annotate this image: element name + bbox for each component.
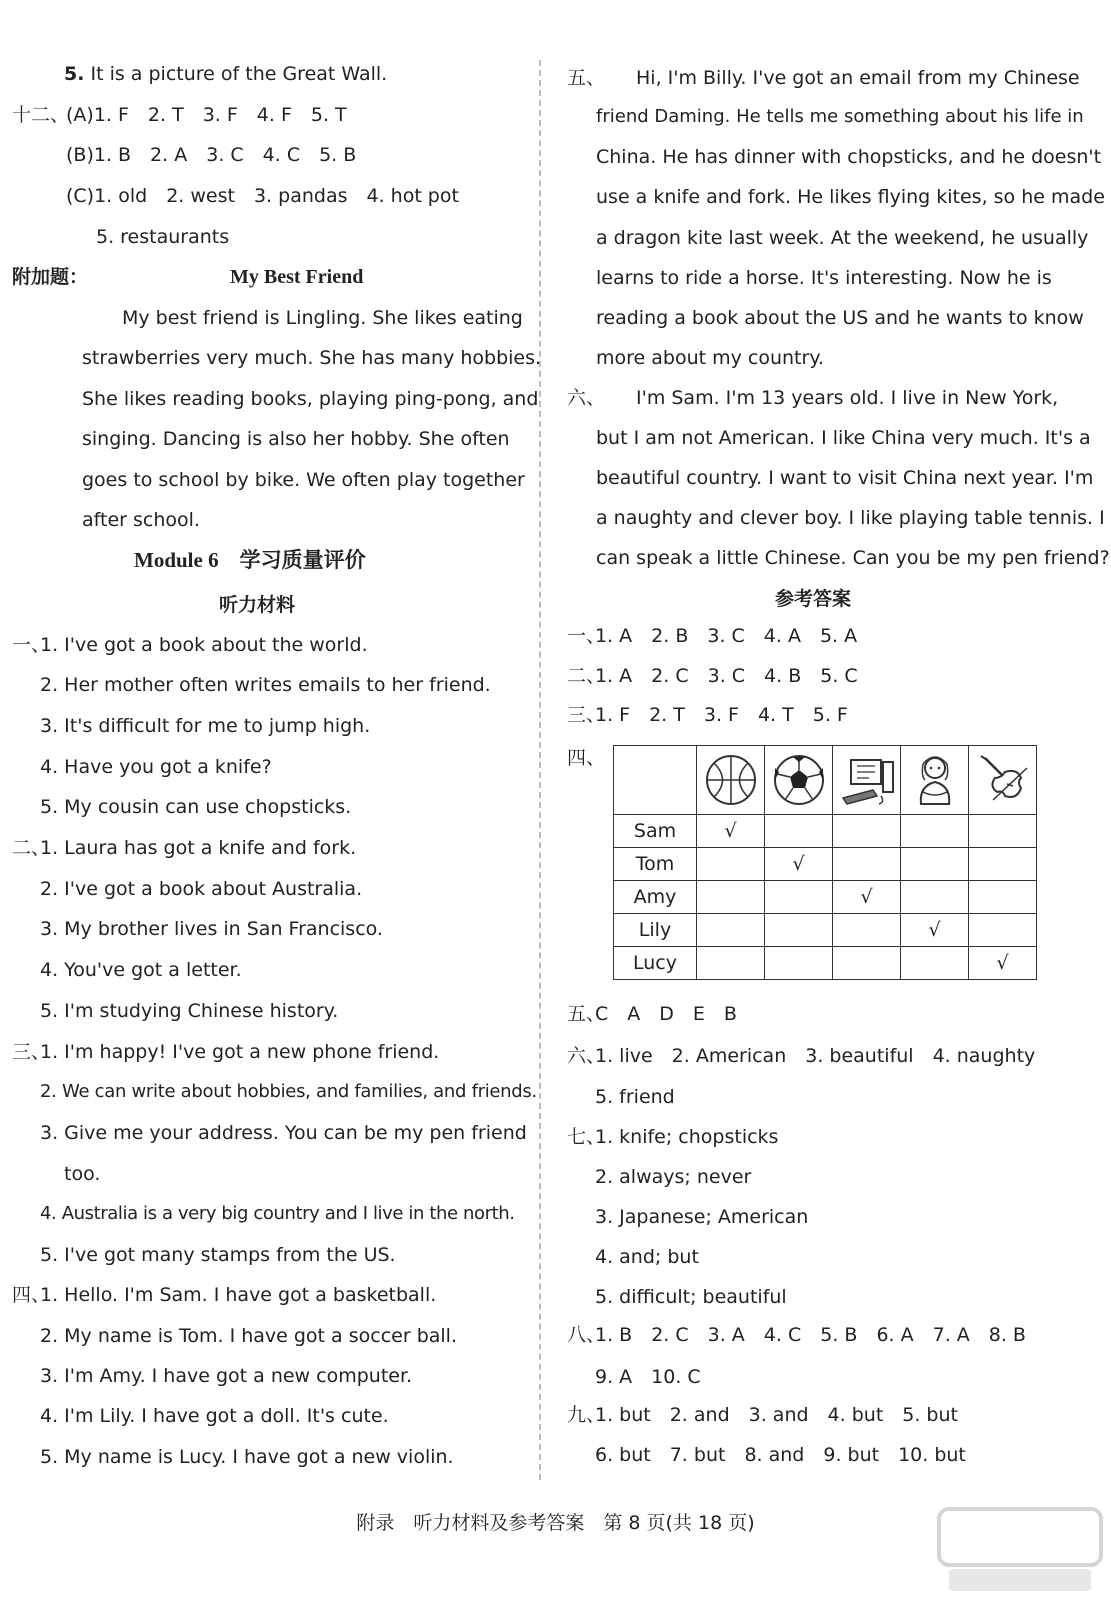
listening-item: 2. We can write about hobbies, and families, and friends. xyxy=(40,1081,537,1102)
doll-icon xyxy=(905,750,965,810)
answer-3: 1. F 2. T 3. F 4. T 5. F xyxy=(595,704,848,726)
passage-line: a naughty and clever boy. I like playing table tennis. I xyxy=(596,507,1105,529)
basketball-icon xyxy=(701,750,761,810)
passage-line: Hi, I'm Billy. I've got an email from my Chinese xyxy=(636,67,1080,89)
listening-item: 2. I've got a book about Australia. xyxy=(40,878,363,900)
passage-line: more about my country. xyxy=(596,347,824,369)
listening-item: 2. My name is Tom. I have got a soccer ball. xyxy=(40,1325,457,1347)
answer-4-label: 四、 xyxy=(567,747,606,769)
answer-9-line2: 6. but 7. but 8. and 9. but 10. but xyxy=(595,1444,966,1466)
section-12-label: 十二、 xyxy=(12,104,70,126)
answer-7-item: 1. knife; chopsticks xyxy=(595,1126,779,1148)
table-row xyxy=(614,881,1037,914)
listening-title: 听力材料 xyxy=(219,594,296,616)
answer-6-item5: 5. friend xyxy=(595,1086,675,1108)
listening-item: 5. My cousin can use chopsticks. xyxy=(40,796,352,818)
table-row xyxy=(614,947,1037,980)
listening-item: 1. Hello. I'm Sam. I have got a basketball. xyxy=(40,1284,437,1306)
listening-item: 5. My name is Lucy. I have got a new violin. xyxy=(40,1446,454,1468)
section-12-c: (C)1. old 2. west 3. pandas 4. hot pot xyxy=(66,185,459,207)
answer-9: 1. but 2. and 3. and 4. but 5. but xyxy=(595,1404,958,1426)
answer-5: C A D E B xyxy=(595,1003,737,1025)
watermark-logo xyxy=(935,1505,1105,1595)
passage-line: reading a book about the US and he wants to know xyxy=(596,307,1084,329)
passage-line: China. He has dinner with chopsticks, and he doesn't xyxy=(596,146,1102,168)
answer-7-item: 4. and; but xyxy=(595,1246,699,1268)
answers-title: 参考答案 xyxy=(775,588,852,610)
row-name: Sam xyxy=(614,815,697,848)
page-footer: 附录 听力材料及参考答案 第 8 页(共 18 页) xyxy=(356,1512,755,1534)
row-name: Amy xyxy=(614,881,697,914)
listening-item: 1. Laura has got a knife and fork. xyxy=(40,837,357,859)
soccer-ball-icon xyxy=(769,750,829,810)
corner-cell xyxy=(614,746,697,815)
row-name: Tom xyxy=(614,848,697,881)
section-1-label: 一、 xyxy=(12,634,51,656)
passage-line: I'm Sam. I'm 13 years old. I live in New York, xyxy=(636,387,1059,409)
table-row xyxy=(614,815,1037,848)
listening-item: too. xyxy=(64,1163,101,1185)
answer-7-item: 2. always; never xyxy=(595,1166,752,1188)
answer-1: 1. A 2. B 3. C 4. A 5. A xyxy=(595,625,858,647)
check-mark: √ xyxy=(697,815,765,848)
essay-line: strawberries very much. She has many hobbies. xyxy=(82,347,542,369)
listening-item: 3. It's difficult for me to jump high. xyxy=(40,715,371,737)
section-12-c5: 5. restaurants xyxy=(96,226,230,248)
answer-3-label: 三、 xyxy=(567,704,606,726)
listening-item: 3. My brother lives in San Francisco. xyxy=(40,918,383,940)
listening-item: 4. Australia is a very big country and I live in the north. xyxy=(40,1203,515,1224)
section-12-a: (A)1. F 2. T 3. F 4. F 5. T xyxy=(66,104,347,126)
essay-line: singing. Dancing is also her hobby. She often xyxy=(82,428,510,450)
essay-line: My best friend is Lingling. She likes eating xyxy=(122,307,523,329)
check-mark: √ xyxy=(969,947,1037,980)
answer-line: 5. It is a picture of the Great Wall. xyxy=(64,63,388,85)
listening-item: 5. I've got many stamps from the US. xyxy=(40,1244,396,1266)
section-12-b: (B)1. B 2. A 3. C 4. C 5. B xyxy=(66,144,357,166)
extra-label: 附加题： xyxy=(12,266,89,288)
violin-icon xyxy=(973,750,1033,810)
answer-7-item: 3. Japanese; American xyxy=(595,1206,809,1228)
table-row xyxy=(614,848,1037,881)
section-6-label: 六、 xyxy=(567,387,606,409)
row-name: Lucy xyxy=(614,947,697,980)
passage-line: a dragon kite last week. At the weekend, he usually xyxy=(596,227,1089,249)
computer-icon xyxy=(837,750,897,810)
passage-line: learns to ride a horse. It's interesting. Now he is xyxy=(596,267,1052,289)
answer-8-label: 八、 xyxy=(567,1324,606,1346)
passage-line: use a knife and fork. He likes flying kites, so he made xyxy=(596,186,1105,208)
essay-line: She likes reading books, playing ping-pong, and xyxy=(82,388,539,410)
check-mark: √ xyxy=(901,914,969,947)
check-mark: √ xyxy=(833,881,901,914)
answer-7-label: 七、 xyxy=(567,1126,606,1148)
essay-line: after school. xyxy=(82,509,200,531)
essay-title: My Best Friend xyxy=(230,266,364,288)
section-4-label: 四、 xyxy=(12,1284,51,1306)
listening-item: 5. I'm studying Chinese history. xyxy=(40,1000,339,1022)
listening-item: 3. Give me your address. You can be my pen friend xyxy=(40,1122,527,1144)
listening-item: 2. Her mother often writes emails to her friend. xyxy=(40,674,491,696)
answer-9-label: 九、 xyxy=(567,1404,606,1426)
listening-item: 4. Have you got a knife? xyxy=(40,756,272,778)
row-name: Lily xyxy=(614,914,697,947)
column-divider xyxy=(539,60,541,1480)
essay-line: goes to school by bike. We often play together xyxy=(82,469,525,491)
section-3-label: 三、 xyxy=(12,1041,51,1063)
section-5-label: 五、 xyxy=(567,67,606,89)
answer-8: 1. B 2. C 3. A 4. C 5. B 6. A 7. A 8. B xyxy=(595,1324,1026,1346)
answer-1-label: 一、 xyxy=(567,625,606,647)
listening-item: 4. You've got a letter. xyxy=(40,959,242,981)
section-2-label: 二、 xyxy=(12,837,51,859)
listening-item: 1. I've got a book about the world. xyxy=(40,634,368,656)
answer-7-item: 5. difficult; beautiful xyxy=(595,1286,787,1308)
passage-line: friend Daming. He tells me something about his life in xyxy=(596,106,1084,127)
answer-5-label: 五、 xyxy=(567,1003,606,1025)
passage-line: but I am not American. I like China very much. It's a xyxy=(596,427,1091,449)
passage-line: can speak a little Chinese. Can you be my pen friend? xyxy=(596,547,1110,569)
answer-6-label: 六、 xyxy=(567,1045,606,1067)
listening-item: 1. I'm happy! I've got a new phone friend. xyxy=(40,1041,440,1063)
answer-4-table xyxy=(613,745,1037,980)
answer-2: 1. A 2. C 3. C 4. B 5. C xyxy=(595,665,858,687)
answer-8-line2: 9. A 10. C xyxy=(595,1366,701,1388)
check-mark: √ xyxy=(765,848,833,881)
module-title: Module 6 学习质量评价 xyxy=(134,548,366,572)
table-row xyxy=(614,914,1037,947)
listening-item: 4. I'm Lily. I have got a doll. It's cute. xyxy=(40,1405,389,1427)
listening-item: 3. I'm Amy. I have got a new computer. xyxy=(40,1365,413,1387)
passage-line: beautiful country. I want to visit China next year. I'm xyxy=(596,467,1094,489)
answer-6: 1. live 2. American 3. beautiful 4. naughty xyxy=(595,1045,1036,1067)
answer-2-label: 二、 xyxy=(567,665,606,687)
